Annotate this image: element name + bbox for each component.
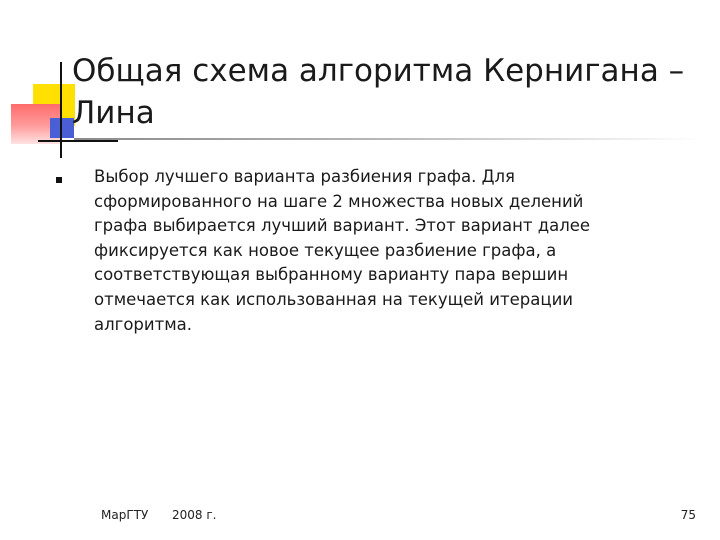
decorative-blue-square [50,118,74,138]
footer-organization: МарГТУ [101,508,149,522]
bullet-text: Выбор лучшего варианта разбиения графа. Для сформированного на шаге 2 множества новых делений графа выбирается лучший вариант. Этот вариант далее фиксируется как новое текущее разбиение графа, а соответствующая выбранному варианту пара вершин отмечается как использованная на текущей итерации алгоритма. [94,167,591,334]
decorative-horizontal-line [38,140,118,142]
slide-title: Общая схема алгоритма Кернигана – Лина [72,53,685,131]
footer-page-number: 75 [680,508,696,522]
decorative-vertical-line [60,62,62,158]
bullet-square-icon [56,177,62,183]
footer-year: 2008 г. [172,508,217,522]
title-underline [74,138,700,140]
